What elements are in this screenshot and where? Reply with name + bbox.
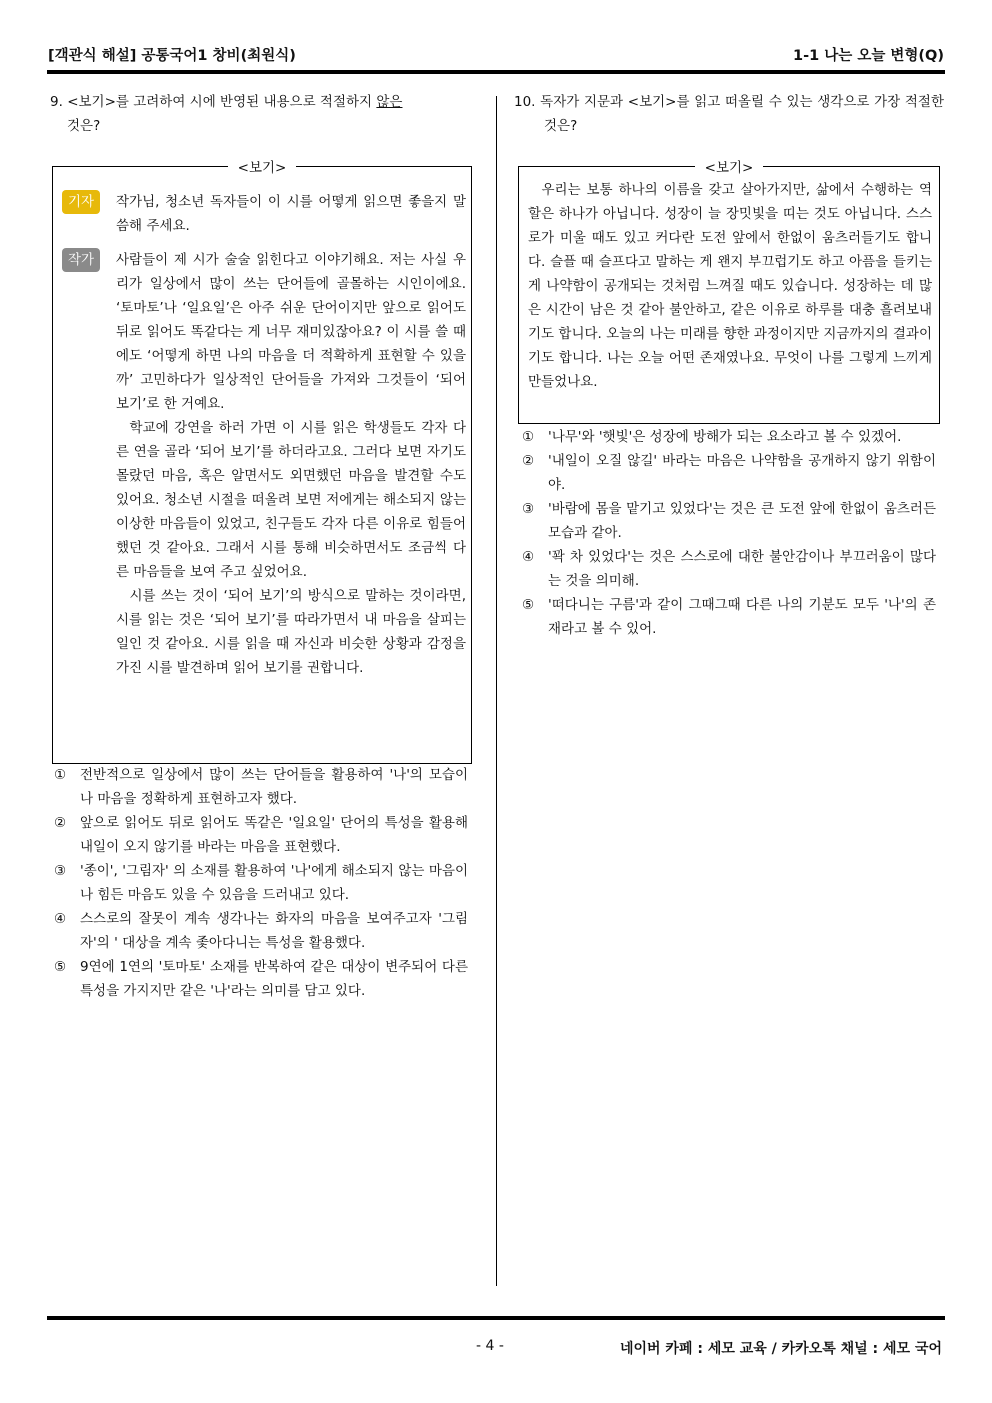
- q9-option-5[interactable]: [54, 955, 468, 1003]
- reporter-tag: 기자: [62, 190, 100, 214]
- author-paragraph-3: 시를 쓰는 것이 ‘되어 보기’의 방식으로 말하는 것이라면, 시를 읽는 것은 ‘되어 보기’를 따라가면서 내 마음을 살피는 일인 것 같아요. 시를 읽을 때 자신과 비슷한 상황과 감정을 가진 시를 발견하며 읽어 보기를 권합니다.: [116, 588, 466, 676]
- author-row: [62, 248, 466, 680]
- author-paragraph-1: 사람들이 제 시가 술술 읽힌다고 이야기해요. 저는 사실 우리가 일상에서 많이 쓰는 단어들에 골몰하는 시인이에요. ‘토마토’나 ‘일요일’은 아주 쉬운 단어이지만 앞으로 읽어도 뒤로 읽어도 똑같다는 게 너무 재미있잖아요? 이 시를 쓸 때에도 ‘어떻게 하면 나의 마음을 더 적확하게 표현할 수 있을까’ 고민하다가 일상적인 단어들을 가져와 그것들이 ‘되어 보기’로 한 거예요.: [116, 252, 466, 412]
- q10-stem-text: 독자가 지문과 <보기>를 읽고 떠올릴 수 있는 생각으로 가장 적절한 것은?: [540, 94, 944, 134]
- q10-stem: [514, 90, 944, 138]
- q9-options: [54, 763, 468, 1003]
- header-unit: 1-1 나는 오늘 변형(Q): [793, 48, 944, 64]
- q9-option-2[interactable]: [54, 811, 468, 859]
- q9-number: 9.: [50, 94, 63, 110]
- q9-option-4[interactable]: [54, 907, 468, 955]
- q9-interview: [62, 190, 466, 680]
- header-title: [객관식 해설] 공통국어1 창비(최원식): [48, 48, 296, 64]
- q9-stem-underlined: 않은: [376, 94, 403, 110]
- option-text: 9연에 1연의 '토마토' 소재를 반복하여 같은 대상이 변주되어 다른 특성을 가지지만 같은 '나'라는 의미를 담고 있다.: [80, 959, 468, 999]
- bottom-rule: [47, 1316, 945, 1320]
- option-mark: ③: [522, 501, 535, 517]
- q9-stem-text: <보기>를 고려하여 시에 반영된 내용으로 적절하지: [67, 94, 377, 110]
- option-text: '꽉 차 있었다'는 것은 스스로에 대한 불안감이나 부끄러움이 많다는 것을 의미해.: [548, 549, 936, 589]
- q9-option-3[interactable]: [54, 859, 468, 907]
- top-rule: [47, 70, 945, 74]
- footer-channel-info: 네이버 카페 : 세모 교육 / 카카오톡 채널 : 세모 국어: [619, 1341, 942, 1357]
- option-mark: ②: [54, 815, 67, 831]
- option-text: '나무'와 '햇빛'은 성장에 방해가 되는 요소라고 볼 수 있겠어.: [548, 429, 902, 445]
- q10-option-3[interactable]: [522, 497, 936, 545]
- option-text: '내일이 오질 않길' 바라는 마음은 나약함을 공개하지 않기 위함이야.: [548, 453, 936, 493]
- reporter-row: [62, 190, 466, 238]
- option-mark: ②: [522, 453, 535, 469]
- option-mark: ③: [54, 863, 67, 879]
- q9-stem: [50, 90, 478, 138]
- option-text: '바람에 몸을 맡기고 있었다'는 것은 큰 도전 앞에 한없이 움츠러든 모습과 같아.: [548, 501, 936, 541]
- page-number: - 4 -: [476, 1338, 504, 1354]
- option-mark: ⑤: [54, 959, 67, 975]
- option-text: 앞으로 읽어도 뒤로 읽어도 똑같은 '일요일' 단어의 특성을 활용해 내일이 오지 않기를 바라는 마음을 표현했다.: [80, 815, 468, 855]
- q10-number: 10.: [514, 94, 536, 110]
- option-mark: ④: [522, 549, 535, 565]
- option-mark: ④: [54, 911, 67, 927]
- author-paragraph-2: 학교에 강연을 하러 가면 이 시를 읽은 학생들도 각자 다른 연을 골라 ‘되어 보기’를 하더라고요. 그러다 보면 자기도 몰랐던 마음, 혹은 알면서도 외면했던 마음을 발견할 수도 있어요. 청소년 시절을 떠올려 보면 저에게는 해소되지 않는 이상한 마음들이 있었고, 친구들도 각자 다른 이유로 힘들어했던 것 같아요. 그래서 시를 통해 비슷하면서도 조금씩 다른 마음들을 보여 주고 싶었어요.: [116, 420, 466, 580]
- option-text: '떠다니는 구름'과 같이 그때그때 다른 나의 기분도 모두 '나'의 존재라고 볼 수 있어.: [548, 597, 936, 637]
- q10-option-4[interactable]: [522, 545, 936, 593]
- option-text: 전반적으로 일상에서 많이 쓰는 단어들을 활용하여 '나'의 모습이나 마음을 정확하게 표현하고자 했다.: [80, 767, 468, 807]
- q10-essay: 우리는 보통 하나의 이름을 갖고 살아가지만, 삶에서 수행하는 역할은 하나가 아닙니다. 성장이 늘 장밋빛을 띠는 것도 아닙니다. 스스로가 미울 때도 있고 커다란 도전 앞에서 한없이 움츠러들기도 합니다. 슬플 때 슬프다고 말하는 게 왠지 부끄럽기도 하고 아픔을 들키는 게 나약함이 공개되는 것처럼 느껴질 때도 있습니다. 성장하는 데 많은 시간이 남은 것 같아 불안하고, 같은 이유로 하루를 대충 흘려보내기도 합니다. 오늘의 나는 미래를 향한 과정이지만 지금까지의 결과이기도 합니다. 나는 오늘 어떤 존재였나요. 무엇이 나를 그렇게 느끼게 만들었나요.: [528, 182, 932, 390]
- author-tag: 작가: [62, 248, 100, 272]
- q10-bogi-title: <보기>: [695, 160, 764, 176]
- option-mark: ①: [54, 767, 67, 783]
- option-text: '종이', '그림자' 의 소재를 활용하여 '나'에게 해소되지 않는 마음이나 힘든 마음도 있을 수 있음을 드러내고 있다.: [80, 863, 468, 903]
- q10-options: [522, 425, 936, 641]
- option-text: 스스로의 잘못이 계속 생각나는 화자의 마음을 보여주고자 '그림자'의 ' 대상을 계속 좇아다니는 특성을 활용했다.: [80, 911, 468, 951]
- option-mark: ①: [522, 429, 535, 445]
- q10-option-1[interactable]: [522, 425, 936, 449]
- q10-option-2[interactable]: [522, 449, 936, 497]
- q9-stem-line2: 것은?: [67, 118, 101, 134]
- q9-bogi-title: <보기>: [228, 160, 297, 176]
- q9-option-1[interactable]: [54, 763, 468, 811]
- option-mark: ⑤: [522, 597, 535, 613]
- reporter-text: 작가님, 청소년 독자들이 이 시를 어떻게 읽으면 좋을지 말씀해 주세요.: [116, 194, 466, 234]
- column-divider: [496, 96, 497, 1286]
- q10-option-5[interactable]: [522, 593, 936, 641]
